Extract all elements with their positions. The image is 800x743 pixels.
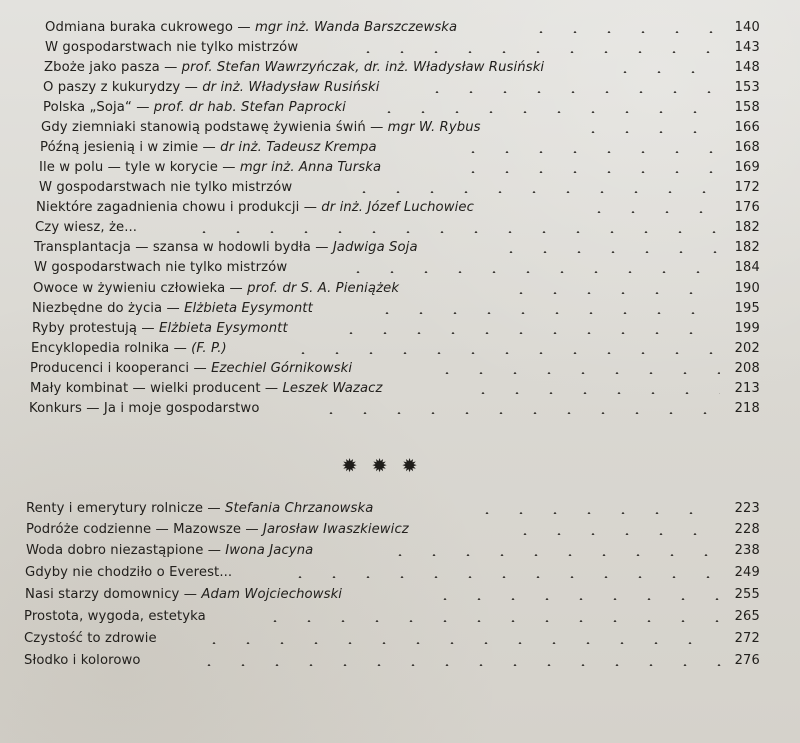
entry-author: Jadwiga Soja bbox=[332, 240, 418, 255]
page-number: 238 bbox=[734, 543, 760, 558]
dot-leader bbox=[430, 372, 720, 374]
entry-author: prof. dr hab. Stefan Paprocki bbox=[153, 100, 346, 115]
star-icon: ✹ bbox=[341, 455, 358, 478]
entry-text bbox=[26, 499, 373, 519]
dot-leader bbox=[197, 642, 722, 644]
toc-entry bbox=[0, 379, 800, 399]
entry-author: dr inż. Józef Luchowiec bbox=[321, 200, 474, 215]
entry-text bbox=[34, 258, 287, 278]
entry-author: Iwona Jacyna bbox=[225, 543, 314, 558]
entry-title: Konkurs — Ja i moje gospodarstwo bbox=[29, 401, 260, 416]
dot-leader bbox=[428, 598, 722, 600]
entry-author: Stefania Chrzanowska bbox=[224, 501, 374, 516]
toc-entry bbox=[0, 299, 800, 319]
page-number: 168 bbox=[734, 140, 760, 155]
entry-title: Niektóre zagadnienia chowu i produkcji — bbox=[36, 200, 322, 215]
entry-title: Ile w polu — tyle w korycie — bbox=[39, 160, 240, 175]
toc-entry bbox=[0, 279, 800, 299]
entry-text bbox=[39, 178, 292, 198]
dot-leader bbox=[494, 251, 720, 253]
entry-text bbox=[30, 379, 383, 399]
page-number: 190 bbox=[734, 281, 760, 296]
page-number: 202 bbox=[734, 341, 760, 356]
toc-entry bbox=[0, 359, 800, 379]
entry-title: Gdyby nie chodziło o Everest... bbox=[25, 565, 233, 580]
dot-leader bbox=[470, 512, 722, 514]
page-number: 169 bbox=[734, 160, 760, 175]
entry-title: Mały kombinat — wielki producent — bbox=[30, 381, 283, 396]
dot-leader bbox=[283, 576, 722, 578]
dot-leader bbox=[456, 171, 720, 173]
toc-entry bbox=[0, 98, 800, 118]
entry-text bbox=[25, 585, 342, 605]
dot-leader bbox=[456, 151, 720, 153]
dot-leader bbox=[370, 312, 720, 314]
toc-entry bbox=[0, 18, 800, 38]
page-number: 176 bbox=[734, 200, 760, 215]
entry-title: Polska „Soja“ — bbox=[43, 100, 154, 115]
entry-author: mgr W. Rybus bbox=[387, 120, 481, 135]
entry-text bbox=[43, 98, 346, 118]
entry-title: Niezbędne do życia — bbox=[32, 301, 185, 316]
page-number: 143 bbox=[734, 40, 760, 55]
entry-text bbox=[32, 299, 313, 319]
entry-author: Elżbieta Eysymontt bbox=[158, 321, 288, 336]
page-number: 148 bbox=[734, 60, 760, 75]
entry-title: Czy wiesz, że... bbox=[35, 220, 138, 235]
dot-leader bbox=[192, 664, 722, 666]
toc-entry bbox=[0, 58, 800, 78]
dot-leader bbox=[466, 392, 720, 394]
entry-author: prof. dr S. A. Pieniążek bbox=[247, 281, 400, 296]
entry-text bbox=[33, 279, 399, 299]
toc-entry bbox=[0, 218, 800, 238]
page-number: 276 bbox=[734, 653, 760, 668]
entry-author: Jarosław Iwaszkiewicz bbox=[262, 522, 409, 537]
entry-title: Woda dobro niezastąpione — bbox=[26, 543, 226, 558]
entry-author: Ezechiel Górnikowski bbox=[211, 361, 353, 376]
entry-text bbox=[24, 651, 141, 671]
entry-author: prof. Stefan Wawrzyńczak, dr. inż. Władysław Rusiński bbox=[181, 60, 545, 75]
entry-title: Słodko i kolorowo bbox=[24, 653, 141, 668]
entry-text bbox=[34, 238, 418, 258]
entry-text bbox=[39, 158, 381, 178]
page-number: 272 bbox=[734, 631, 760, 646]
toc-entry bbox=[0, 38, 800, 58]
entry-text bbox=[25, 563, 232, 583]
entry-text bbox=[44, 58, 544, 78]
toc-entry bbox=[0, 563, 800, 583]
entry-text bbox=[24, 629, 157, 649]
entry-author: Leszek Wazacz bbox=[282, 381, 383, 396]
dot-leader bbox=[383, 554, 722, 556]
entry-title: Czystość to zdrowie bbox=[24, 631, 157, 646]
page-number: 218 bbox=[734, 401, 760, 416]
entry-title: Transplantacja — szansa w hodowli bydła — bbox=[34, 240, 333, 255]
entry-author: (F. P.) bbox=[191, 341, 227, 356]
toc-entry bbox=[0, 585, 800, 605]
toc-entry bbox=[0, 339, 800, 359]
star-icon: ✹ bbox=[371, 455, 388, 478]
toc-entry bbox=[0, 158, 800, 178]
page-number: 228 bbox=[734, 522, 760, 537]
dot-leader bbox=[258, 620, 722, 622]
toc-entry bbox=[0, 178, 800, 198]
dot-leader bbox=[372, 111, 720, 113]
toc-entry bbox=[0, 520, 800, 540]
entry-text bbox=[35, 218, 137, 238]
toc-entry bbox=[0, 319, 800, 339]
toc-entry bbox=[0, 607, 800, 627]
entry-author: Adam Wojciechowski bbox=[201, 587, 343, 602]
page-number: 166 bbox=[734, 120, 760, 135]
page-number: 249 bbox=[734, 565, 760, 580]
page-number: 184 bbox=[734, 260, 760, 275]
toc-entry bbox=[0, 198, 800, 218]
entry-text bbox=[40, 138, 377, 158]
toc-entry bbox=[0, 138, 800, 158]
entry-title: Późną jesienią i w zimie — bbox=[40, 140, 221, 155]
dot-leader bbox=[314, 412, 720, 414]
page-number: 158 bbox=[734, 100, 760, 115]
star-icon: ✹ bbox=[401, 455, 418, 478]
toc-entry bbox=[0, 238, 800, 258]
toc-entry bbox=[0, 629, 800, 649]
entry-title: Nasi starzy domownicy — bbox=[25, 587, 202, 602]
page-number: 213 bbox=[734, 381, 760, 396]
entry-title: Encyklopedia rolnika — bbox=[31, 341, 192, 356]
page-number: 153 bbox=[734, 80, 760, 95]
page-number: 182 bbox=[734, 240, 760, 255]
entry-text bbox=[26, 541, 313, 561]
page-number: 172 bbox=[734, 180, 760, 195]
page-number: 195 bbox=[734, 301, 760, 316]
dot-leader bbox=[341, 271, 720, 273]
toc-entry bbox=[0, 651, 800, 671]
entry-author: mgr inż. Wanda Barszczewska bbox=[254, 20, 458, 35]
entry-title: W gospodarstwach nie tylko mistrzów bbox=[39, 180, 293, 195]
entry-author: dr inż. Tadeusz Krempa bbox=[220, 140, 377, 155]
entry-text bbox=[29, 399, 260, 419]
entry-title: O paszy z kukurydzy — bbox=[43, 80, 203, 95]
toc-entry bbox=[0, 78, 800, 98]
dot-leader bbox=[576, 131, 720, 133]
entry-title: Renty i emerytury rolnicze — bbox=[26, 501, 225, 516]
entry-text bbox=[43, 78, 380, 98]
entry-title: Producenci i kooperanci — bbox=[30, 361, 212, 376]
toc-entry bbox=[0, 541, 800, 561]
page-number: 182 bbox=[734, 220, 760, 235]
dot-leader bbox=[286, 352, 720, 354]
dot-leader bbox=[508, 533, 722, 535]
entry-text bbox=[45, 38, 298, 58]
entry-text bbox=[45, 18, 457, 38]
entry-title: Prostota, wygoda, estetyka bbox=[24, 609, 206, 624]
toc-entry bbox=[0, 499, 800, 519]
entry-title: Ryby protestują — bbox=[32, 321, 159, 336]
dot-leader bbox=[524, 31, 720, 33]
entry-title: Odmiana buraka cukrowego — bbox=[45, 20, 255, 35]
entry-title: Zboże jako pasza — bbox=[44, 60, 182, 75]
page-number: 223 bbox=[734, 501, 760, 516]
entry-title: Owoce w żywieniu człowieka — bbox=[33, 281, 248, 296]
toc-entry bbox=[0, 258, 800, 278]
entry-title: W gospodarstwach nie tylko mistrzów bbox=[45, 40, 299, 55]
entry-text bbox=[24, 607, 206, 627]
entry-title: Podróże codzienne — Mazowsze — bbox=[26, 522, 263, 537]
entry-text bbox=[41, 118, 481, 138]
toc-entry bbox=[0, 118, 800, 138]
entry-title: Gdy ziemniaki stanowią podstawę żywienia świń — bbox=[41, 120, 388, 135]
entry-text bbox=[31, 339, 227, 359]
dot-leader bbox=[347, 191, 720, 193]
entry-text bbox=[26, 520, 409, 540]
page-number: 208 bbox=[734, 361, 760, 376]
entry-author: Elżbieta Eysymontt bbox=[184, 301, 313, 316]
dot-leader bbox=[187, 231, 720, 233]
dot-leader bbox=[351, 51, 720, 53]
entry-text bbox=[36, 198, 474, 218]
entry-title: W gospodarstwach nie tylko mistrzów bbox=[34, 260, 288, 275]
section-separator bbox=[341, 455, 418, 478]
entry-text bbox=[32, 319, 288, 339]
dot-leader bbox=[420, 91, 720, 93]
page-number: 265 bbox=[734, 609, 760, 624]
entry-author: mgr inż. Anna Turska bbox=[239, 160, 382, 175]
entry-author: dr inż. Władysław Rusiński bbox=[202, 80, 380, 95]
page-number: 255 bbox=[734, 587, 760, 602]
toc-entry bbox=[0, 399, 800, 419]
dot-leader bbox=[334, 332, 720, 334]
page-number: 199 bbox=[734, 321, 760, 336]
entry-text bbox=[30, 359, 352, 379]
dot-leader bbox=[504, 292, 720, 294]
page-number: 140 bbox=[734, 20, 760, 35]
